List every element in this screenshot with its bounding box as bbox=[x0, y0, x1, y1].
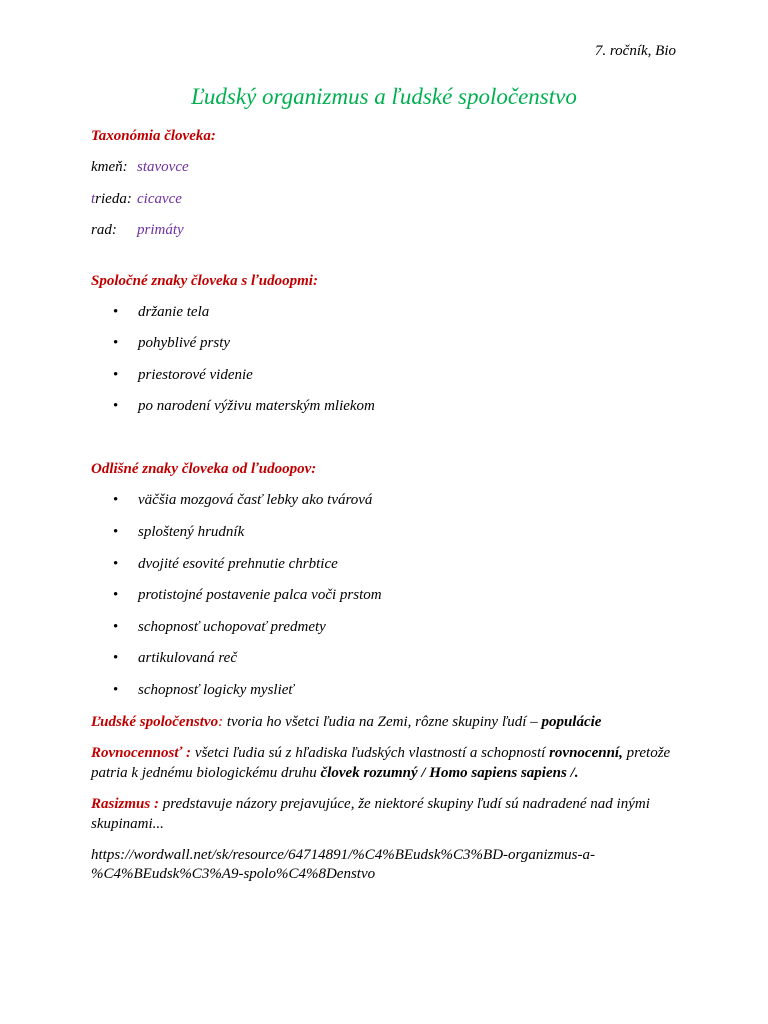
equality-term: Rovnocennosť : bbox=[91, 745, 195, 761]
bullet: • bbox=[113, 398, 119, 414]
list-item: pohyblivé prsty bbox=[138, 335, 231, 351]
list-item: artikulovaná reč bbox=[138, 650, 238, 666]
resource-link-line-2[interactable]: %C4%BEudsk%C3%A9-spolo%C4%8Denstvo bbox=[91, 866, 376, 882]
racism-paragraph bbox=[91, 794, 681, 834]
list-item: dvojité esovité prehnutie chrbtice bbox=[138, 556, 338, 572]
class-label: 7. ročník, Bio bbox=[594, 43, 676, 59]
society-term: Ľudské spoločenstvo bbox=[91, 714, 219, 730]
list-item: schopnosť logicky myslieť bbox=[138, 682, 294, 698]
common-traits-heading: Spoločné znaky človeka s ľudoopmi: bbox=[91, 273, 318, 289]
resource-link[interactable] bbox=[91, 846, 595, 884]
list-item: protistojné postavenie palca voči prstom bbox=[138, 587, 382, 603]
taxonomy-label-trieda-rest: rieda: bbox=[95, 191, 132, 207]
equality-text-1: všetci ľudia sú z hľadiska ľudských vlastností a schopností bbox=[194, 745, 550, 761]
equality-bold-2: človek rozumný / Homo sapiens sapiens /. bbox=[320, 765, 579, 781]
list-item: držanie tela bbox=[138, 304, 210, 320]
list-item: schopnosť uchopovať predmety bbox=[138, 619, 326, 635]
taxonomy-label-rad: rad: bbox=[91, 222, 117, 238]
list-item: sploštený hrudník bbox=[138, 524, 245, 540]
equality-text-2: pretože patria k jednému biologickému druhu bbox=[91, 745, 671, 781]
equality-paragraph bbox=[91, 743, 681, 783]
society-bold: populácie bbox=[541, 714, 602, 730]
list-item: po narodení výživu materským mliekom bbox=[138, 398, 375, 414]
taxonomy-label-kmen: kmeň: bbox=[91, 159, 128, 175]
society-paragraph bbox=[91, 712, 681, 732]
different-traits-heading: Odlišné znaky človeka od ľudoopov: bbox=[91, 461, 317, 477]
society-text: tvoria ho všetci ľudia na Zemi, rôzne skupiny ľudí – bbox=[223, 714, 542, 730]
page-title: Ľudský organizmus a ľudské spoločenstvo bbox=[191, 84, 577, 109]
bullet: • bbox=[113, 367, 119, 383]
taxonomy-heading: Taxonómia človeka: bbox=[91, 128, 216, 144]
bullet: • bbox=[113, 619, 119, 635]
bullet: • bbox=[113, 335, 119, 351]
taxonomy-label-trieda-first: t bbox=[91, 191, 96, 207]
racism-term: Rasizmus : bbox=[91, 796, 163, 812]
bullet: • bbox=[113, 682, 119, 698]
bullet: • bbox=[113, 492, 119, 508]
bullet: • bbox=[113, 650, 119, 666]
list-item: väčšia mozgová časť lebky ako tvárová bbox=[138, 492, 373, 508]
taxonomy-value-rad: primáty bbox=[137, 222, 184, 238]
bullet: • bbox=[113, 304, 119, 320]
bullet: • bbox=[113, 556, 119, 572]
equality-bold-1: rovnocenní, bbox=[549, 745, 623, 761]
list-item: priestorové videnie bbox=[138, 367, 253, 383]
resource-link-line-1[interactable]: https://wordwall.net/sk/resource/64714891/%C4%BEudsk%C3%BD-organizmus-a- bbox=[91, 847, 595, 863]
taxonomy-value-kmen: stavovce bbox=[137, 159, 189, 175]
taxonomy-label-trieda bbox=[91, 191, 132, 208]
taxonomy-value-trieda: cicavce bbox=[137, 191, 182, 207]
racism-text: predstavuje názory prejavujúce, že niektoré skupiny ľudí sú nadradené nad inými skupinami... bbox=[91, 796, 650, 832]
bullet: • bbox=[113, 587, 119, 603]
society-colon: : bbox=[218, 714, 224, 730]
bullet: • bbox=[113, 524, 119, 540]
